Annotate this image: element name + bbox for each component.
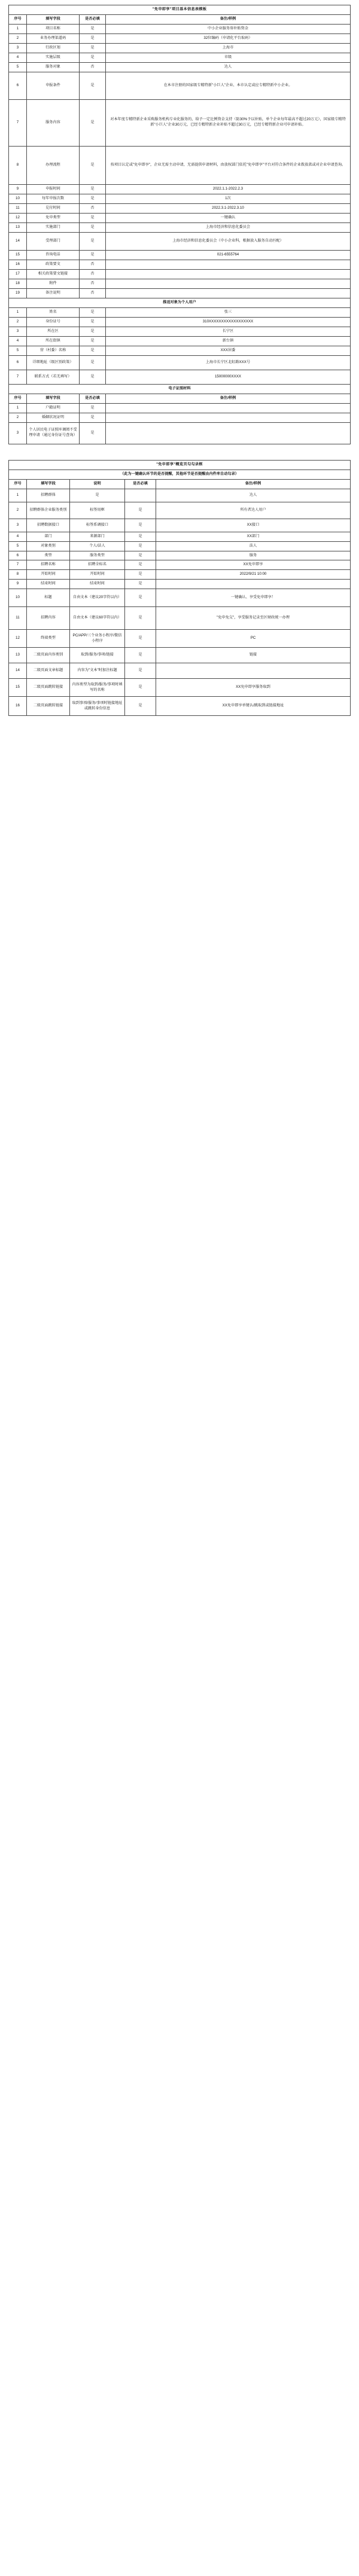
row-field: 实施部门 (27, 222, 80, 232)
row-note (106, 260, 351, 269)
row-desc: 内容为"文本"时加注标题 (70, 663, 125, 679)
row-note: 新台镇 (106, 336, 351, 346)
row-note: 上海市经济和信息化委员会（中小企业科，根据放入服务自动匹配） (106, 232, 351, 250)
overview-page-fields-table (8, 460, 351, 717)
row-field: 项目名称 (27, 24, 80, 33)
row-no: 2 (9, 502, 27, 519)
row-required: 是 (125, 648, 156, 663)
row-desc: 个人/法人 (70, 541, 125, 551)
row-note: 021-6555764 (106, 250, 351, 260)
row-note: 上海市 (106, 43, 351, 53)
table1-header-required: 是否必填 (80, 14, 106, 24)
row-required: 否 (80, 203, 106, 213)
table-row (9, 346, 351, 355)
row-desc: 服务类型 (70, 551, 125, 560)
table-row (9, 422, 351, 444)
row-field: 标题 (27, 589, 70, 607)
row-required: 否 (80, 260, 106, 269)
row-required: 是 (80, 53, 106, 62)
table-gap-spacer (8, 444, 351, 460)
row-required: 是 (80, 250, 106, 260)
table-row (9, 184, 351, 194)
row-note: 1次 (106, 194, 351, 203)
row-note: 32位编码（申请化平台取码） (106, 33, 351, 43)
row-note: 15000000XXXX (106, 370, 351, 384)
row-required: 是 (80, 99, 106, 146)
row-field: 个人居民电子证照库调阅不受理申请（通过身份证号查询） (27, 422, 80, 444)
row-no: 9 (9, 580, 27, 589)
table-row (9, 630, 351, 648)
row-field: 免申类型 (27, 213, 80, 222)
section-personal-label: 推送对象为个人用户 (9, 298, 351, 307)
materials-header-note: 备注/样例 (106, 394, 351, 403)
row-note: 2022.3.1-2022.3.10 (106, 203, 351, 213)
row-required: 是 (80, 307, 106, 317)
row-no: 5 (9, 62, 27, 72)
row-field: 户籍证明 (27, 403, 80, 413)
row-required: 否 (80, 288, 106, 298)
row-desc: 自由文本（建议20字符以内） (70, 589, 125, 607)
row-no: 8 (9, 146, 27, 184)
row-required: 是 (125, 589, 156, 607)
row-no: 3 (9, 519, 27, 532)
table2-header-row (9, 479, 351, 489)
row-required: 是 (80, 184, 106, 194)
row-required: 是 (125, 679, 156, 697)
row-note (106, 413, 351, 422)
section-electronic-materials (9, 384, 351, 394)
table1-header-field: 填写字段 (27, 14, 80, 24)
row-no: 3 (9, 422, 27, 444)
row-no: 6 (9, 72, 27, 99)
row-no: 8 (9, 570, 27, 580)
table-row (9, 232, 351, 250)
row-no: 15 (9, 250, 27, 260)
row-no: 1 (9, 403, 27, 413)
row-no: 7 (9, 99, 27, 146)
table-row (9, 99, 351, 146)
table-row (9, 663, 351, 679)
row-required: 是 (80, 213, 106, 222)
row-desc: 是 (70, 489, 125, 502)
row-no: 12 (9, 630, 27, 648)
row-field: 申报时间 (27, 184, 80, 194)
row-required: 是 (80, 146, 106, 184)
row-required: 是 (125, 541, 156, 551)
section-materials-label: 电子证照材料 (9, 384, 351, 394)
table1-header-note: 备注/样例 (106, 14, 351, 24)
table-row (9, 203, 351, 213)
row-field: 二级页面跳转链接 (27, 697, 70, 716)
row-required: 是 (125, 560, 156, 570)
table-row (9, 62, 351, 72)
row-no: 14 (9, 232, 27, 250)
row-sample: PC (156, 630, 351, 648)
row-no: 5 (9, 541, 27, 551)
row-sample (156, 663, 351, 679)
table-row (9, 589, 351, 607)
row-required: 是 (80, 422, 106, 444)
table-row (9, 279, 351, 288)
row-required: 是 (80, 327, 106, 336)
materials-header-field: 填写字段 (27, 394, 80, 403)
row-note (106, 269, 351, 279)
row-no: 4 (9, 532, 27, 541)
table2-subtitle-row (9, 470, 351, 479)
materials-header-no: 序号 (9, 394, 27, 403)
row-required: 是 (125, 607, 156, 630)
table2-header-desc: 说明 (70, 479, 125, 489)
table-row (9, 580, 351, 589)
row-desc: 来源部门 (70, 532, 125, 541)
table-row (9, 307, 351, 317)
table-row (9, 146, 351, 184)
row-field: 联系方式（若无填写） (27, 370, 80, 384)
row-desc: 结束时间 (70, 580, 125, 589)
row-sample: XX免申即享单键认/跳取到或链接地址 (156, 697, 351, 716)
row-field: 办理流程 (27, 146, 80, 184)
row-field: 二级页面跳转链接 (27, 679, 70, 697)
row-required: 是 (125, 502, 156, 519)
row-no: 6 (9, 355, 27, 370)
table1-title-row (9, 5, 351, 15)
table2-header-field: 填写字段 (27, 479, 70, 489)
row-required: 是 (80, 403, 106, 413)
row-required: 是 (125, 580, 156, 589)
row-note (106, 422, 351, 444)
row-no: 15 (9, 679, 27, 697)
row-field: 每年申报次数 (27, 194, 80, 203)
row-sample: 链接 (156, 648, 351, 663)
row-field: 姓名 (27, 307, 80, 317)
row-field: 实施层级 (27, 53, 80, 62)
row-no: 1 (9, 307, 27, 317)
row-note: 上海市经济和信息化委员会 (106, 222, 351, 232)
row-field: 二级页面文章标题 (27, 663, 70, 679)
row-field: 兑付时间 (27, 203, 80, 213)
row-note: 市级 (106, 53, 351, 62)
row-no: 11 (9, 607, 27, 630)
row-field: 类型 (27, 551, 70, 560)
row-desc: 招聘全标名 (70, 560, 125, 570)
row-required (125, 489, 156, 502)
table-row (9, 403, 351, 413)
table-row (9, 327, 351, 336)
row-desc: 标签用框 (70, 502, 125, 519)
row-field: 附件 (27, 279, 80, 288)
table-row (9, 551, 351, 560)
row-desc: 取到/服务/事项/链接 (70, 648, 125, 663)
row-desc: PC/APP/三个业务小程序/微信小程序 (70, 630, 125, 648)
row-field: 行政区划 (27, 43, 80, 53)
row-required: 是 (125, 519, 156, 532)
row-required: 是 (125, 630, 156, 648)
row-required: 是 (125, 532, 156, 541)
row-no: 7 (9, 560, 27, 570)
table-row (9, 532, 351, 541)
row-sample: 所有者达人用户 (156, 502, 351, 519)
table-row (9, 541, 351, 551)
table-row (9, 519, 351, 532)
row-field: 业务办理渠道码 (27, 33, 80, 43)
row-sample: "免申免交"，享受服务记录至区财政统一办理 (156, 607, 351, 630)
row-field: 营（村委）名称 (27, 346, 80, 355)
row-note (106, 279, 351, 288)
row-note: 长宁区 (106, 327, 351, 336)
row-required: 否 (80, 269, 106, 279)
row-field: 开始时间 (27, 570, 70, 580)
row-field: 服务内容 (27, 99, 80, 146)
row-sample: 法人 (156, 541, 351, 551)
table-row (9, 250, 351, 260)
table-row (9, 679, 351, 697)
materials-header-row (9, 394, 351, 403)
table-row (9, 648, 351, 663)
row-sample: 达人 (156, 489, 351, 502)
row-no: 17 (9, 269, 27, 279)
table-row (9, 317, 351, 327)
row-no: 5 (9, 346, 27, 355)
row-required: 是 (80, 413, 106, 422)
row-no: 2 (9, 413, 27, 422)
table2-subtitle: （此为一键确认环节的是否提醒，其他环节是否提醒由内件库自动勾录） (9, 470, 351, 479)
row-field: 招聘群体 (27, 489, 70, 502)
table-row (9, 43, 351, 53)
row-sample: 服务 (156, 551, 351, 560)
row-no: 10 (9, 194, 27, 203)
row-field: 招聘群体企业服务类别 (27, 502, 70, 519)
row-no: 4 (9, 53, 27, 62)
row-sample: XX免申即享 (156, 560, 351, 570)
row-field: 招聘数据接口 (27, 519, 70, 532)
table-row (9, 570, 351, 580)
table2-title-row (9, 460, 351, 470)
project-basic-info-table (8, 5, 351, 444)
table-row (9, 53, 351, 62)
row-note: 上海市长宁区北虹路XXX号 (106, 355, 351, 370)
row-no: 18 (9, 279, 27, 288)
table-row (9, 607, 351, 630)
table-row (9, 260, 351, 269)
row-no: 16 (9, 260, 27, 269)
row-required: 是 (125, 551, 156, 560)
row-sample: 一键确认、享受免申即享！ (156, 589, 351, 607)
row-field: 咨询电话 (27, 250, 80, 260)
row-sample: XX接口 (156, 519, 351, 532)
row-note: 对本年度专精特新企业采购服务机构专业化服务的，给予一定比例资金支持（防30%予以补贴，单个企业每年最高不超过20万元），国家级专精特新"小巨人"企业30万元，已经专精特新企业补贴不超过30万元，已经专精特新企业可申请补贴。 (106, 99, 351, 146)
row-sample: XX部门 (156, 532, 351, 541)
row-no: 9 (9, 184, 27, 194)
row-no: 12 (9, 213, 27, 222)
row-no: 11 (9, 203, 27, 213)
table-row (9, 489, 351, 502)
row-field: 申报条件 (27, 72, 80, 99)
row-note: 张三 (106, 307, 351, 317)
row-field: 二级页面内容类别 (27, 648, 70, 663)
row-required: 是 (80, 355, 106, 370)
row-no: 2 (9, 317, 27, 327)
table-row (9, 697, 351, 716)
table-row (9, 33, 351, 43)
row-required: 是 (125, 697, 156, 716)
row-desc: 内容类型为取到/服务/事项时填写的名称 (70, 679, 125, 697)
row-field: 对象类别 (27, 541, 70, 551)
row-field: 所在街镇 (27, 336, 80, 346)
row-no: 2 (9, 33, 27, 43)
row-note: 2022.1.1-2022.2.3 (106, 184, 351, 194)
row-note: 中小企业服务券补贴资金 (106, 24, 351, 33)
row-note: 达人 (106, 62, 351, 72)
table2-title: "免申即享"概览页勾勾录框 (9, 460, 351, 470)
row-no: 10 (9, 589, 27, 607)
row-note (106, 403, 351, 413)
table-row (9, 194, 351, 203)
row-desc: 标签系调接口 (70, 519, 125, 532)
section-personal-users (9, 298, 351, 307)
table-row (9, 502, 351, 519)
row-required: 是 (80, 194, 106, 203)
row-no: 13 (9, 648, 27, 663)
row-required: 是 (80, 370, 106, 384)
row-required: 是 (80, 72, 106, 99)
row-note: 一键确认 (106, 213, 351, 222)
row-no: 3 (9, 43, 27, 53)
table-row (9, 560, 351, 570)
table-row (9, 413, 351, 422)
table1-title: "免申即享"项目基本信息表模板 (9, 5, 351, 15)
row-required: 是 (80, 33, 106, 43)
table1-header-row (9, 14, 351, 24)
row-no: 6 (9, 551, 27, 560)
row-desc: 取到事项/服务/事项时链接地址或跳转身份信息 (70, 697, 125, 716)
materials-header-required: 是否必填 (80, 394, 106, 403)
table2-header-no: 序号 (9, 479, 27, 489)
table2-header-required: 是否必填 (125, 479, 156, 489)
row-sample (156, 580, 351, 589)
row-field: 详细地址（级区别政策） (27, 355, 80, 370)
row-sample: XX免申即享服务取到 (156, 679, 351, 697)
row-no: 16 (9, 697, 27, 716)
table1-header-no: 序号 (9, 14, 27, 24)
table-row (9, 288, 351, 298)
row-field: 受理部门 (27, 232, 80, 250)
row-field: 婚姻状况证明 (27, 413, 80, 422)
row-required: 是 (125, 570, 156, 580)
row-required: 是 (80, 43, 106, 53)
table-row (9, 24, 351, 33)
row-required: 是 (80, 336, 106, 346)
row-field: 相关政策要文链接 (27, 269, 80, 279)
row-note: XXX居委 (106, 346, 351, 355)
row-note: 310XXXXXXXXXXXXXXXXXX (106, 317, 351, 327)
row-required: 是 (80, 232, 106, 250)
row-field: 招聘名称 (27, 560, 70, 570)
row-required: 否 (80, 279, 106, 288)
row-field: 所在区 (27, 327, 80, 336)
row-field: 身份证号 (27, 317, 80, 327)
row-no: 14 (9, 663, 27, 679)
row-required: 是 (80, 317, 106, 327)
row-field: 招聘内容 (27, 607, 70, 630)
row-no: 1 (9, 489, 27, 502)
row-field: 终端类型 (27, 630, 70, 648)
table-row (9, 355, 351, 370)
row-no: 19 (9, 288, 27, 298)
document-page (0, 0, 359, 728)
row-desc: 自由文本（建议60字符以内） (70, 607, 125, 630)
table-row (9, 72, 351, 99)
row-note: 按项目认定或"免申即享"，企业无需主动申请，无需提供申请材料，由放权部门依托"免申即享"平台对符合条件的企业拨放款或对企业申请查询。 (106, 146, 351, 184)
row-field: 服务对象 (27, 62, 80, 72)
row-required: 是 (80, 346, 106, 355)
table-row (9, 269, 351, 279)
row-note: 在本市注册的国家级专精特新"小巨人"企业、本市认定或应专精特新中小企业。 (106, 72, 351, 99)
table-row (9, 222, 351, 232)
row-field: 备注说明 (27, 288, 80, 298)
row-field: 结束时间 (27, 580, 70, 589)
row-required: 是 (80, 222, 106, 232)
row-required: 是 (80, 24, 106, 33)
row-no: 7 (9, 370, 27, 384)
table2-header-sample: 备注/样例 (156, 479, 351, 489)
row-no: 13 (9, 222, 27, 232)
row-no: 4 (9, 336, 27, 346)
row-note (106, 288, 351, 298)
table-row (9, 213, 351, 222)
row-field: 政策要文 (27, 260, 80, 269)
row-no: 1 (9, 24, 27, 33)
row-no: 3 (9, 327, 27, 336)
row-required: 否 (80, 62, 106, 72)
row-field: 部门 (27, 532, 70, 541)
table-row (9, 370, 351, 384)
row-required: 是 (125, 663, 156, 679)
row-desc: 开始时间 (70, 570, 125, 580)
row-sample: 2022/9/21 10:00 (156, 570, 351, 580)
table-row (9, 336, 351, 346)
